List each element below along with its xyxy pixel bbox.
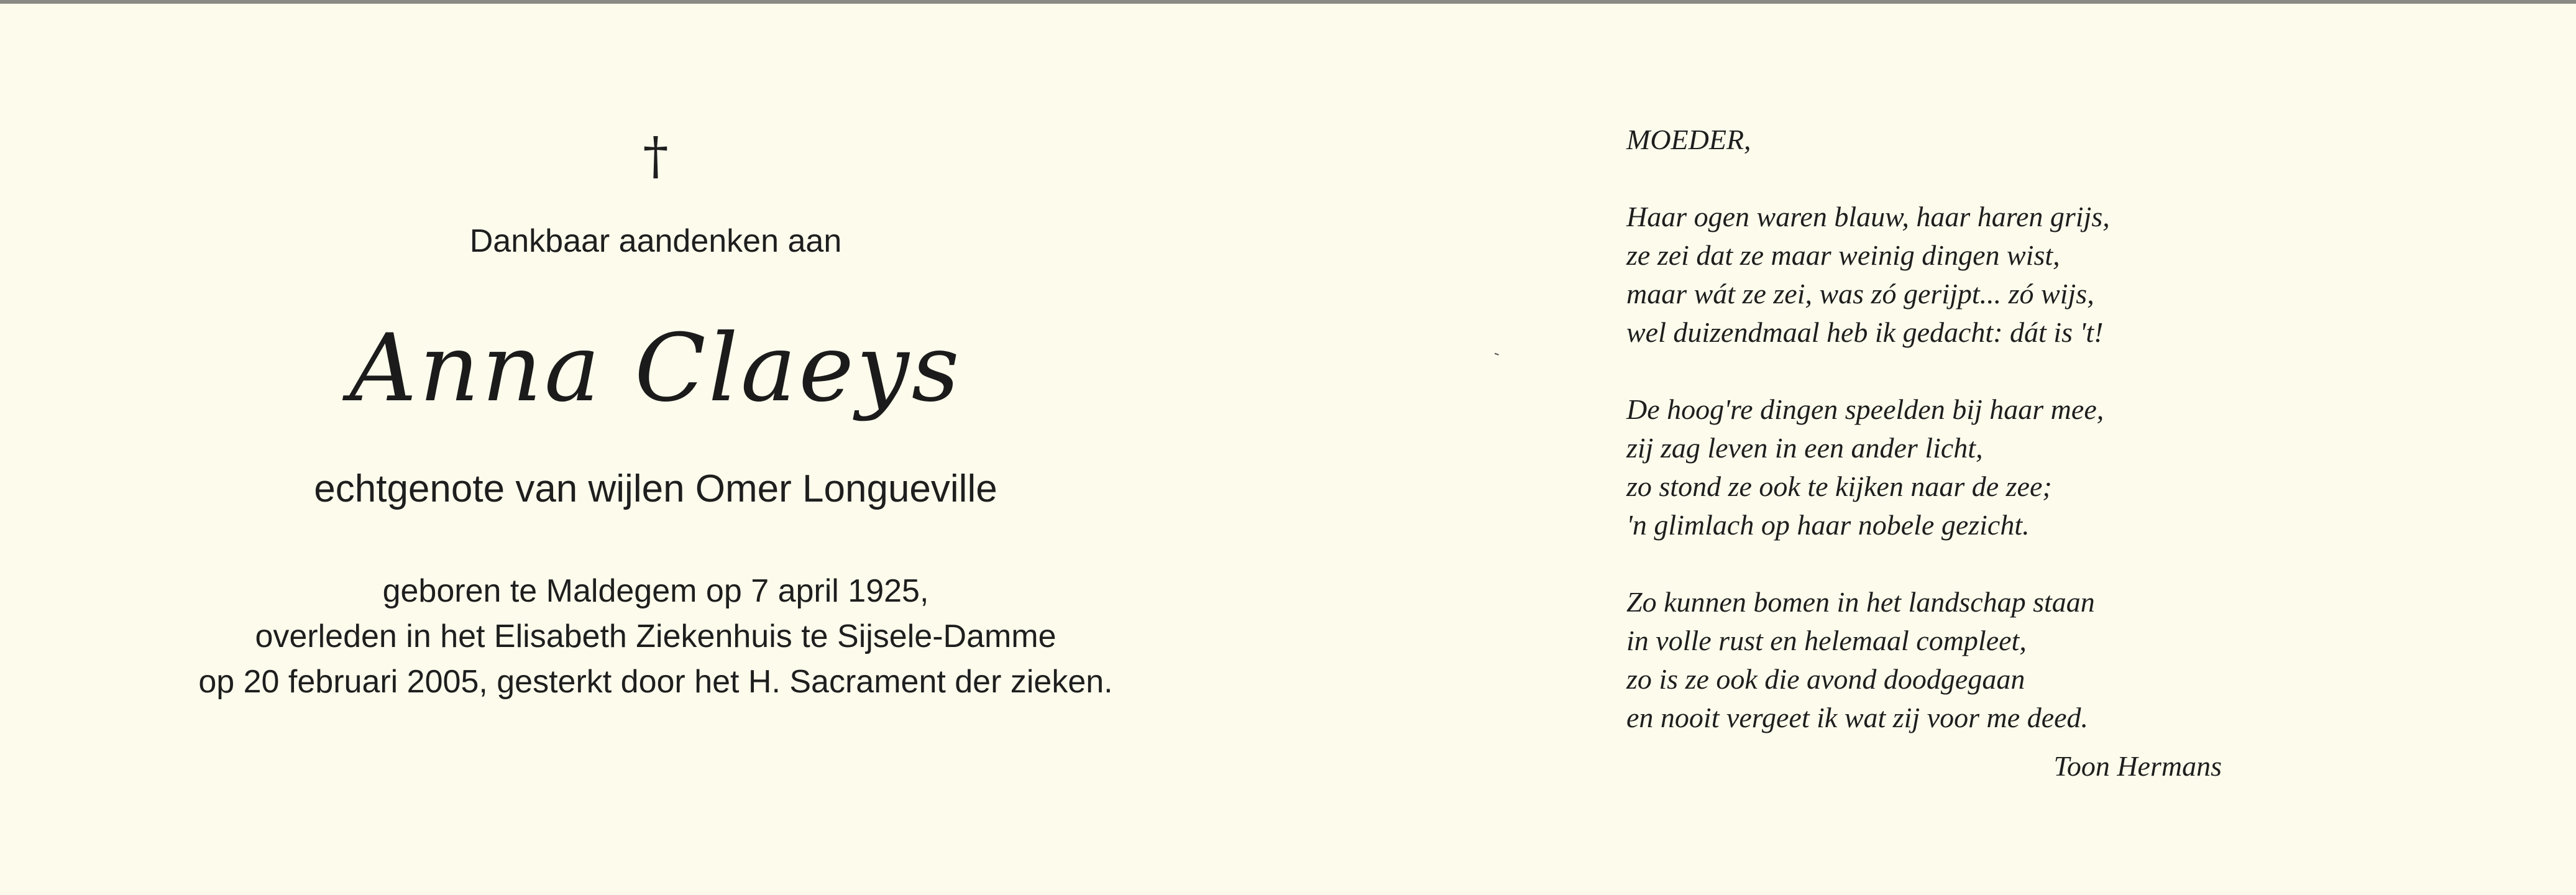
poem-title: MOEDER, — [1626, 124, 1751, 155]
poem-stanza — [1626, 583, 2496, 737]
poem-line: zij zag leven in een ander licht, — [1626, 432, 1983, 464]
poem-line: maar wát ze zei, was zó gerijpt... zó wijs, — [1626, 278, 2094, 310]
poem-line: zo is ze ook die avond doodgegaan — [1626, 663, 2025, 695]
poem-line: in volle rust en helemaal compleet, — [1626, 625, 2027, 656]
deceased-name: Anna Claeys — [349, 314, 962, 423]
left-panel — [0, 4, 1305, 895]
poem-line: ze zei dat ze maar weinig dingen wist, — [1626, 239, 2060, 271]
death-date-text: op 20 februari 2005, gesterkt door het H. Sacrament der zieken. — [198, 664, 1113, 700]
poem-line: 'n glimlach op haar nobele gezicht. — [1626, 509, 2030, 541]
poem-line: Haar ogen waren blauw, haar haren grijs, — [1626, 201, 2110, 232]
poem — [1626, 121, 2496, 776]
spouse-text: echtgenote van wijlen Omer Longueville — [314, 467, 997, 510]
poem-line: wel duizendmaal heb ik gedacht: dát is 't! — [1626, 316, 2104, 348]
cross-icon: † — [643, 127, 669, 186]
poem-stanza — [1626, 198, 2496, 352]
fold-mark: ‐ — [1491, 344, 1503, 364]
poem-line: zo stond ze ook te kijken naar de zee; — [1626, 470, 2052, 502]
intro-text: Dankbaar aandenken aan — [469, 223, 842, 259]
birth-text: geboren te Maldegem op 7 april 1925, — [382, 573, 929, 609]
death-text: overleden in het Elisabeth Ziekenhuis te Sijsele-Damme — [255, 618, 1057, 654]
poem-author: Toon Hermans — [2053, 750, 2222, 782]
poem-line: en nooit vergeet ik wat zij voor me deed. — [1626, 702, 2089, 733]
poem-line: De hoog're dingen speelden bij haar mee, — [1626, 393, 2104, 425]
poem-line: Zo kunnen bomen in het landschap staan — [1626, 586, 2095, 618]
poem-stanza — [1626, 390, 2496, 544]
